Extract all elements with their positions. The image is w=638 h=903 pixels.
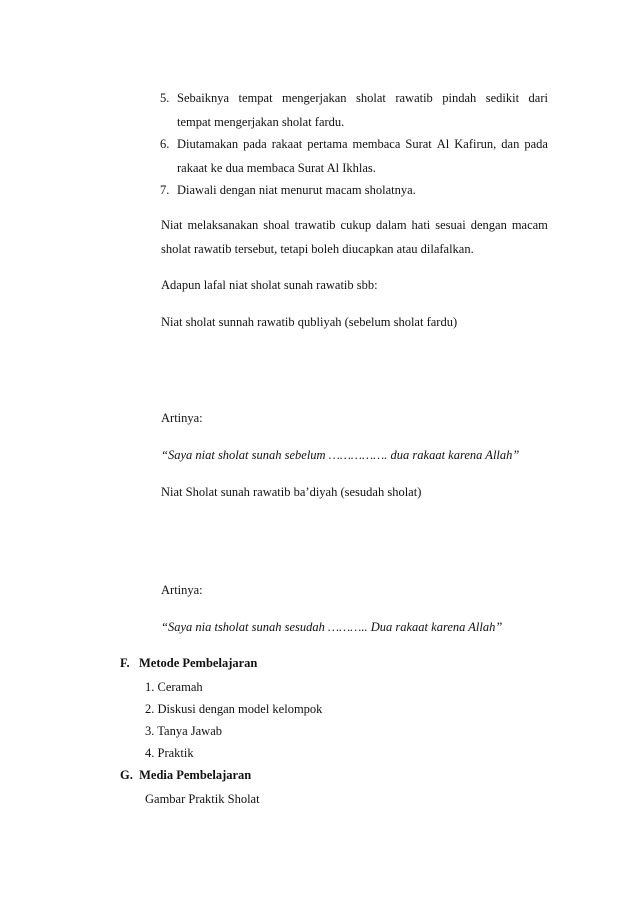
niat-paragraph-line-2: sholat rawatib tersebut, tetapi boleh diucapkan atau dilafalkan. bbox=[161, 242, 474, 256]
word: Al bbox=[436, 137, 450, 151]
word: cukup bbox=[340, 218, 372, 232]
word: mengerjakan bbox=[282, 91, 347, 105]
word: shoal bbox=[263, 218, 290, 232]
list-item-7-line-1: Diawali dengan niat menurut macam sholatnya. bbox=[177, 183, 416, 197]
section-g-title: G. Media Pembelajaran bbox=[120, 768, 252, 782]
word: pada bbox=[243, 137, 267, 151]
word: dari bbox=[528, 91, 548, 105]
section-f-item-1: 1. Ceramah bbox=[145, 680, 203, 694]
list-item-5-line-1 bbox=[177, 91, 548, 106]
niat-paragraph-line-1 bbox=[161, 218, 548, 233]
section-g-body: Gambar Praktik Sholat bbox=[145, 792, 260, 806]
word: dengan bbox=[470, 218, 507, 232]
word: hati bbox=[411, 218, 431, 232]
word: membaca bbox=[352, 137, 401, 151]
list-item-6-line-2: rakaat ke dua membaca Surat Al Ikhlas. bbox=[177, 161, 376, 175]
word: Sebaiknya bbox=[177, 91, 230, 105]
list-item-6-line-1 bbox=[177, 137, 548, 152]
artinya-label-2: Artinya: bbox=[161, 583, 203, 597]
word: macam bbox=[511, 218, 548, 232]
word: Diutamakan bbox=[177, 137, 239, 151]
word: pertama bbox=[307, 137, 348, 151]
word: sesuai bbox=[435, 218, 466, 232]
artinya-label-1: Artinya: bbox=[161, 411, 203, 425]
section-f-item-4: 4. Praktik bbox=[145, 746, 194, 760]
word: Surat bbox=[405, 137, 432, 151]
section-f-title: F. Metode Pembelajaran bbox=[120, 656, 258, 670]
list-item-5-line-2: tempat mengerjakan sholat fardu. bbox=[177, 115, 345, 129]
word: dalam bbox=[376, 218, 407, 232]
word: rakaat bbox=[271, 137, 303, 151]
word: melaksanakan bbox=[187, 218, 259, 232]
list-number-5: 5. bbox=[160, 91, 170, 105]
word: sholat bbox=[356, 91, 386, 105]
quote-badiyah: “Saya nia tsholat sunah sesudah ……….. Dua rakaat karena Allah” bbox=[161, 620, 503, 634]
word: rawatib bbox=[395, 91, 433, 105]
word: pada bbox=[524, 137, 548, 151]
word: trawatib bbox=[294, 218, 336, 232]
lafal-intro: Adapun lafal niat sholat sunah rawatib sbb: bbox=[161, 278, 378, 292]
badiyah-heading: Niat Sholat sunah rawatib ba’diyah (sesudah sholat) bbox=[161, 485, 422, 499]
list-number-6: 6. bbox=[160, 137, 170, 151]
word: pindah bbox=[442, 91, 477, 105]
section-f-item-3: 3. Tanya Jawab bbox=[145, 724, 222, 738]
word: dan bbox=[501, 137, 520, 151]
section-f-item-2: 2. Diskusi dengan model kelompok bbox=[145, 702, 323, 716]
qobliyah-heading: Niat sholat sunnah rawatib qubliyah (sebelum sholat fardu) bbox=[161, 315, 458, 329]
word: sedikit bbox=[485, 91, 520, 105]
word: Kafirun, bbox=[454, 137, 497, 151]
list-number-7: 7. bbox=[160, 183, 170, 197]
word: tempat bbox=[238, 91, 273, 105]
quote-qobliyah: “Saya niat sholat sunah sebelum ……………. dua rakaat karena Allah” bbox=[161, 448, 520, 462]
word: Niat bbox=[161, 218, 183, 232]
